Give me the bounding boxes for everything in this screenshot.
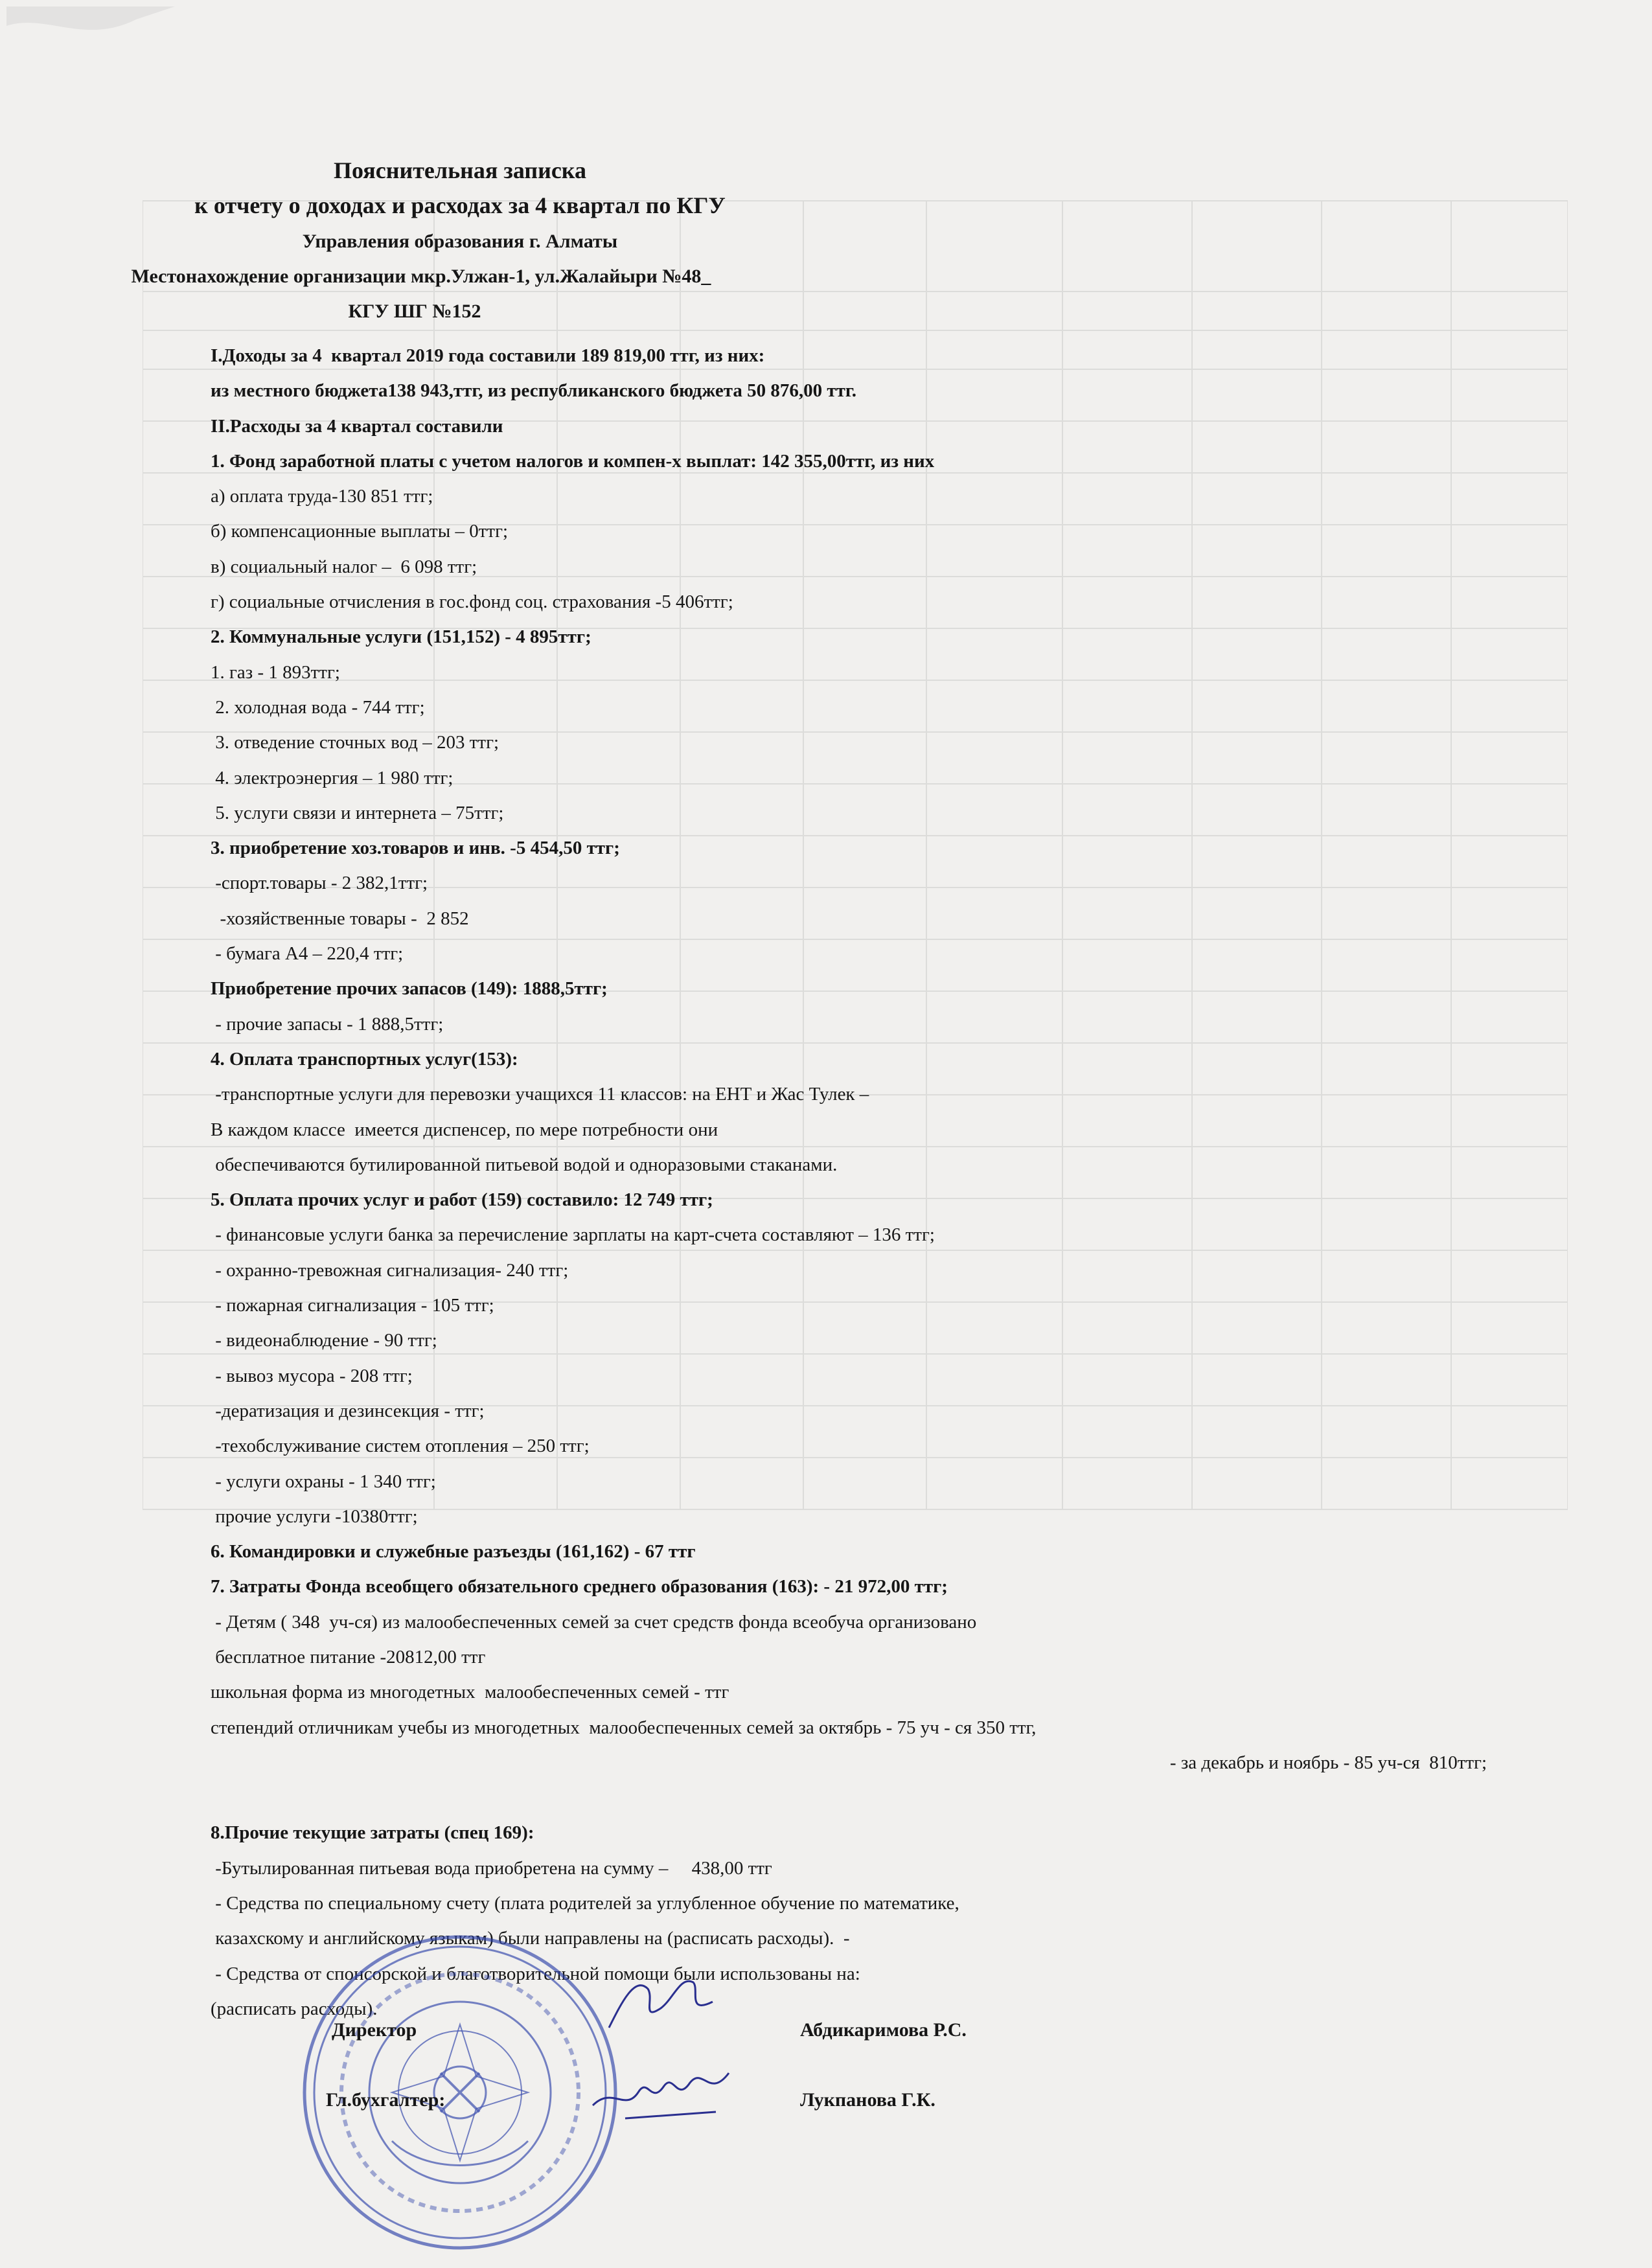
text-line: 2. холодная вода - 744 ттг; bbox=[211, 696, 425, 718]
text-line: -спорт.товары - 2 382,1ттг; bbox=[211, 873, 428, 894]
text-line: -Бутылированная питьевая вода приобретена на сумму – 438,00 ттг bbox=[211, 1857, 772, 1879]
director-signature bbox=[602, 1963, 719, 2041]
blank-line bbox=[211, 1780, 1571, 1815]
text-line: - Средства от спонсорской и благотворительной помощи были использованы на: bbox=[211, 1963, 860, 1984]
text-line: - пожарная сигнализация - 105 ттг; bbox=[211, 1295, 494, 1316]
text-line: -транспортные услуги для перевозки учащихся 11 классов: на ЕНТ и Жас Тулек – bbox=[211, 1084, 869, 1105]
text-line: - за декабрь и ноябрь - 85 уч-ся 810ттг; bbox=[1169, 1752, 1487, 1773]
text-line: 1. газ - 1 893ттг; bbox=[211, 661, 340, 683]
text-line: -техобслуживание систем отопления – 250 ттг; bbox=[211, 1436, 590, 1457]
department-line: Управления образования г. Алматы bbox=[302, 231, 618, 252]
text-line: (расписать расходы). bbox=[211, 1998, 378, 2019]
doc-title: Пояснительная записка bbox=[333, 157, 587, 183]
location-line: Местонахождение организации мкр.Улжан-1, ул.Жалайыри №48_ bbox=[131, 266, 711, 287]
text-line: - вывоз мусора - 208 ттг; bbox=[211, 1365, 413, 1386]
section-heading: 2. Коммунальные услуги (151,152) - 4 895ттг; bbox=[211, 626, 591, 648]
section-heading: 5. Оплата прочих услуг и работ (159) составило: 12 749 ттг; bbox=[211, 1189, 713, 1211]
text-line: - бумага А4 – 220,4 ттг; bbox=[211, 943, 404, 965]
text-line: г) социальные отчисления в гос.фонд соц. страхования -5 406ттг; bbox=[211, 591, 733, 613]
text-line: - Детям ( 348 уч-ся) из малообеспеченных семей за счет средств фонда всеобуча организовано bbox=[211, 1611, 977, 1632]
text-line: - прочие запасы - 1 888,5ттг; bbox=[211, 1013, 444, 1035]
accountant-label: Гл.бухгалтер: bbox=[326, 2089, 446, 2111]
text-line: - услуги охраны - 1 340 ттг; bbox=[211, 1471, 436, 1492]
text-line: В каждом классе имеется диспенсер, по мере потребности они bbox=[211, 1119, 718, 1140]
text-line: бесплатное питание -20812,00 ттг bbox=[211, 1646, 486, 1667]
text-line: - финансовые услуги банка за перечисление зарплаты на карт-счета составляют – 136 ттг; bbox=[211, 1224, 935, 1246]
text-line: степендий отличникам учебы из многодетных малообеспеченных семей за октябрь - 75 уч - ся 350 ттг, bbox=[211, 1717, 1037, 1738]
income-total: I.Доходы за 4 квартал 2019 года составили 189 819,00 ттг, из них: bbox=[211, 345, 765, 366]
text-line: - Средства по специальному счету (плата родителей за углубленное обучение по математике, bbox=[211, 1893, 959, 1914]
text-line: 3. отведение сточных вод – 203 ттг; bbox=[211, 732, 499, 753]
text-line: -дератизация и дезинсекция - ттг; bbox=[211, 1400, 485, 1421]
director-label: Директор bbox=[332, 2019, 417, 2041]
section-heading: 8.Прочие текущие затраты (спец 169): bbox=[211, 1822, 534, 1844]
text-line: в) социальный налог – 6 098 ттг; bbox=[211, 556, 477, 577]
income-breakdown: из местного бюджета138 943,ттг, из республиканского бюджета 50 876,00 ттг. bbox=[211, 380, 857, 402]
text-line: б) компенсационные выплаты – 0ттг; bbox=[211, 521, 509, 542]
org-line: КГУ ШГ №152 bbox=[348, 301, 481, 322]
doc-subtitle: к отчету о доходах и расходах за 4 квартал по КГУ bbox=[194, 192, 726, 218]
expenses-heading: II.Расходы за 4 квартал составили bbox=[211, 415, 503, 437]
section-heading: 3. приобретение хоз.товаров и инв. -5 454,50 ттг; bbox=[211, 838, 620, 859]
text-line: 5. услуги связи и интернета – 75ттг; bbox=[211, 802, 504, 823]
section-heading: 1. Фонд заработной платы с учетом налогов и компен-х выплат: 142 355,00ттг, из них bbox=[211, 450, 935, 472]
section-heading: Приобретение прочих запасов (149): 1888,5ттг; bbox=[211, 978, 608, 1000]
text-line: а) оплата труда-130 851 ттг; bbox=[211, 486, 433, 507]
text-line: школьная форма из многодетных малообеспеченных семей - ттг bbox=[211, 1682, 729, 1703]
report-body bbox=[211, 338, 1571, 2026]
section-heading: 6. Командировки и служебные разъезды (161,162) - 67 ттг bbox=[211, 1541, 696, 1563]
text-line: обеспечиваются бутилированной питьевой водой и одноразовыми стаканами. bbox=[211, 1154, 838, 1175]
text-line: 4. электроэнергия – 1 980 ттг; bbox=[211, 767, 453, 788]
section-heading: 4. Оплата транспортных услуг(153): bbox=[211, 1048, 518, 1070]
text-line: прочие услуги -10380ттг; bbox=[211, 1506, 418, 1527]
text-line: казахскому и английскому языкам) были направлены на (расписать расходы). - bbox=[211, 1928, 850, 1949]
director-name: Абдикаримова Р.С. bbox=[800, 2019, 967, 2041]
text-line: - видеонаблюдение - 90 ттг; bbox=[211, 1330, 437, 1351]
accountant-signature bbox=[586, 2047, 735, 2131]
text-line: - охранно-тревожная сигнализация- 240 ттг; bbox=[211, 1259, 569, 1281]
text-line: -хозяйственные товары - 2 852 bbox=[211, 908, 469, 929]
section-heading: 7. Затраты Фонда всеобщего обязательного среднего образования (163): - 21 972,00 ттг; bbox=[211, 1576, 948, 1598]
accountant-name: Лукпанова Г.К. bbox=[800, 2089, 935, 2111]
corner-smudge bbox=[6, 6, 175, 97]
